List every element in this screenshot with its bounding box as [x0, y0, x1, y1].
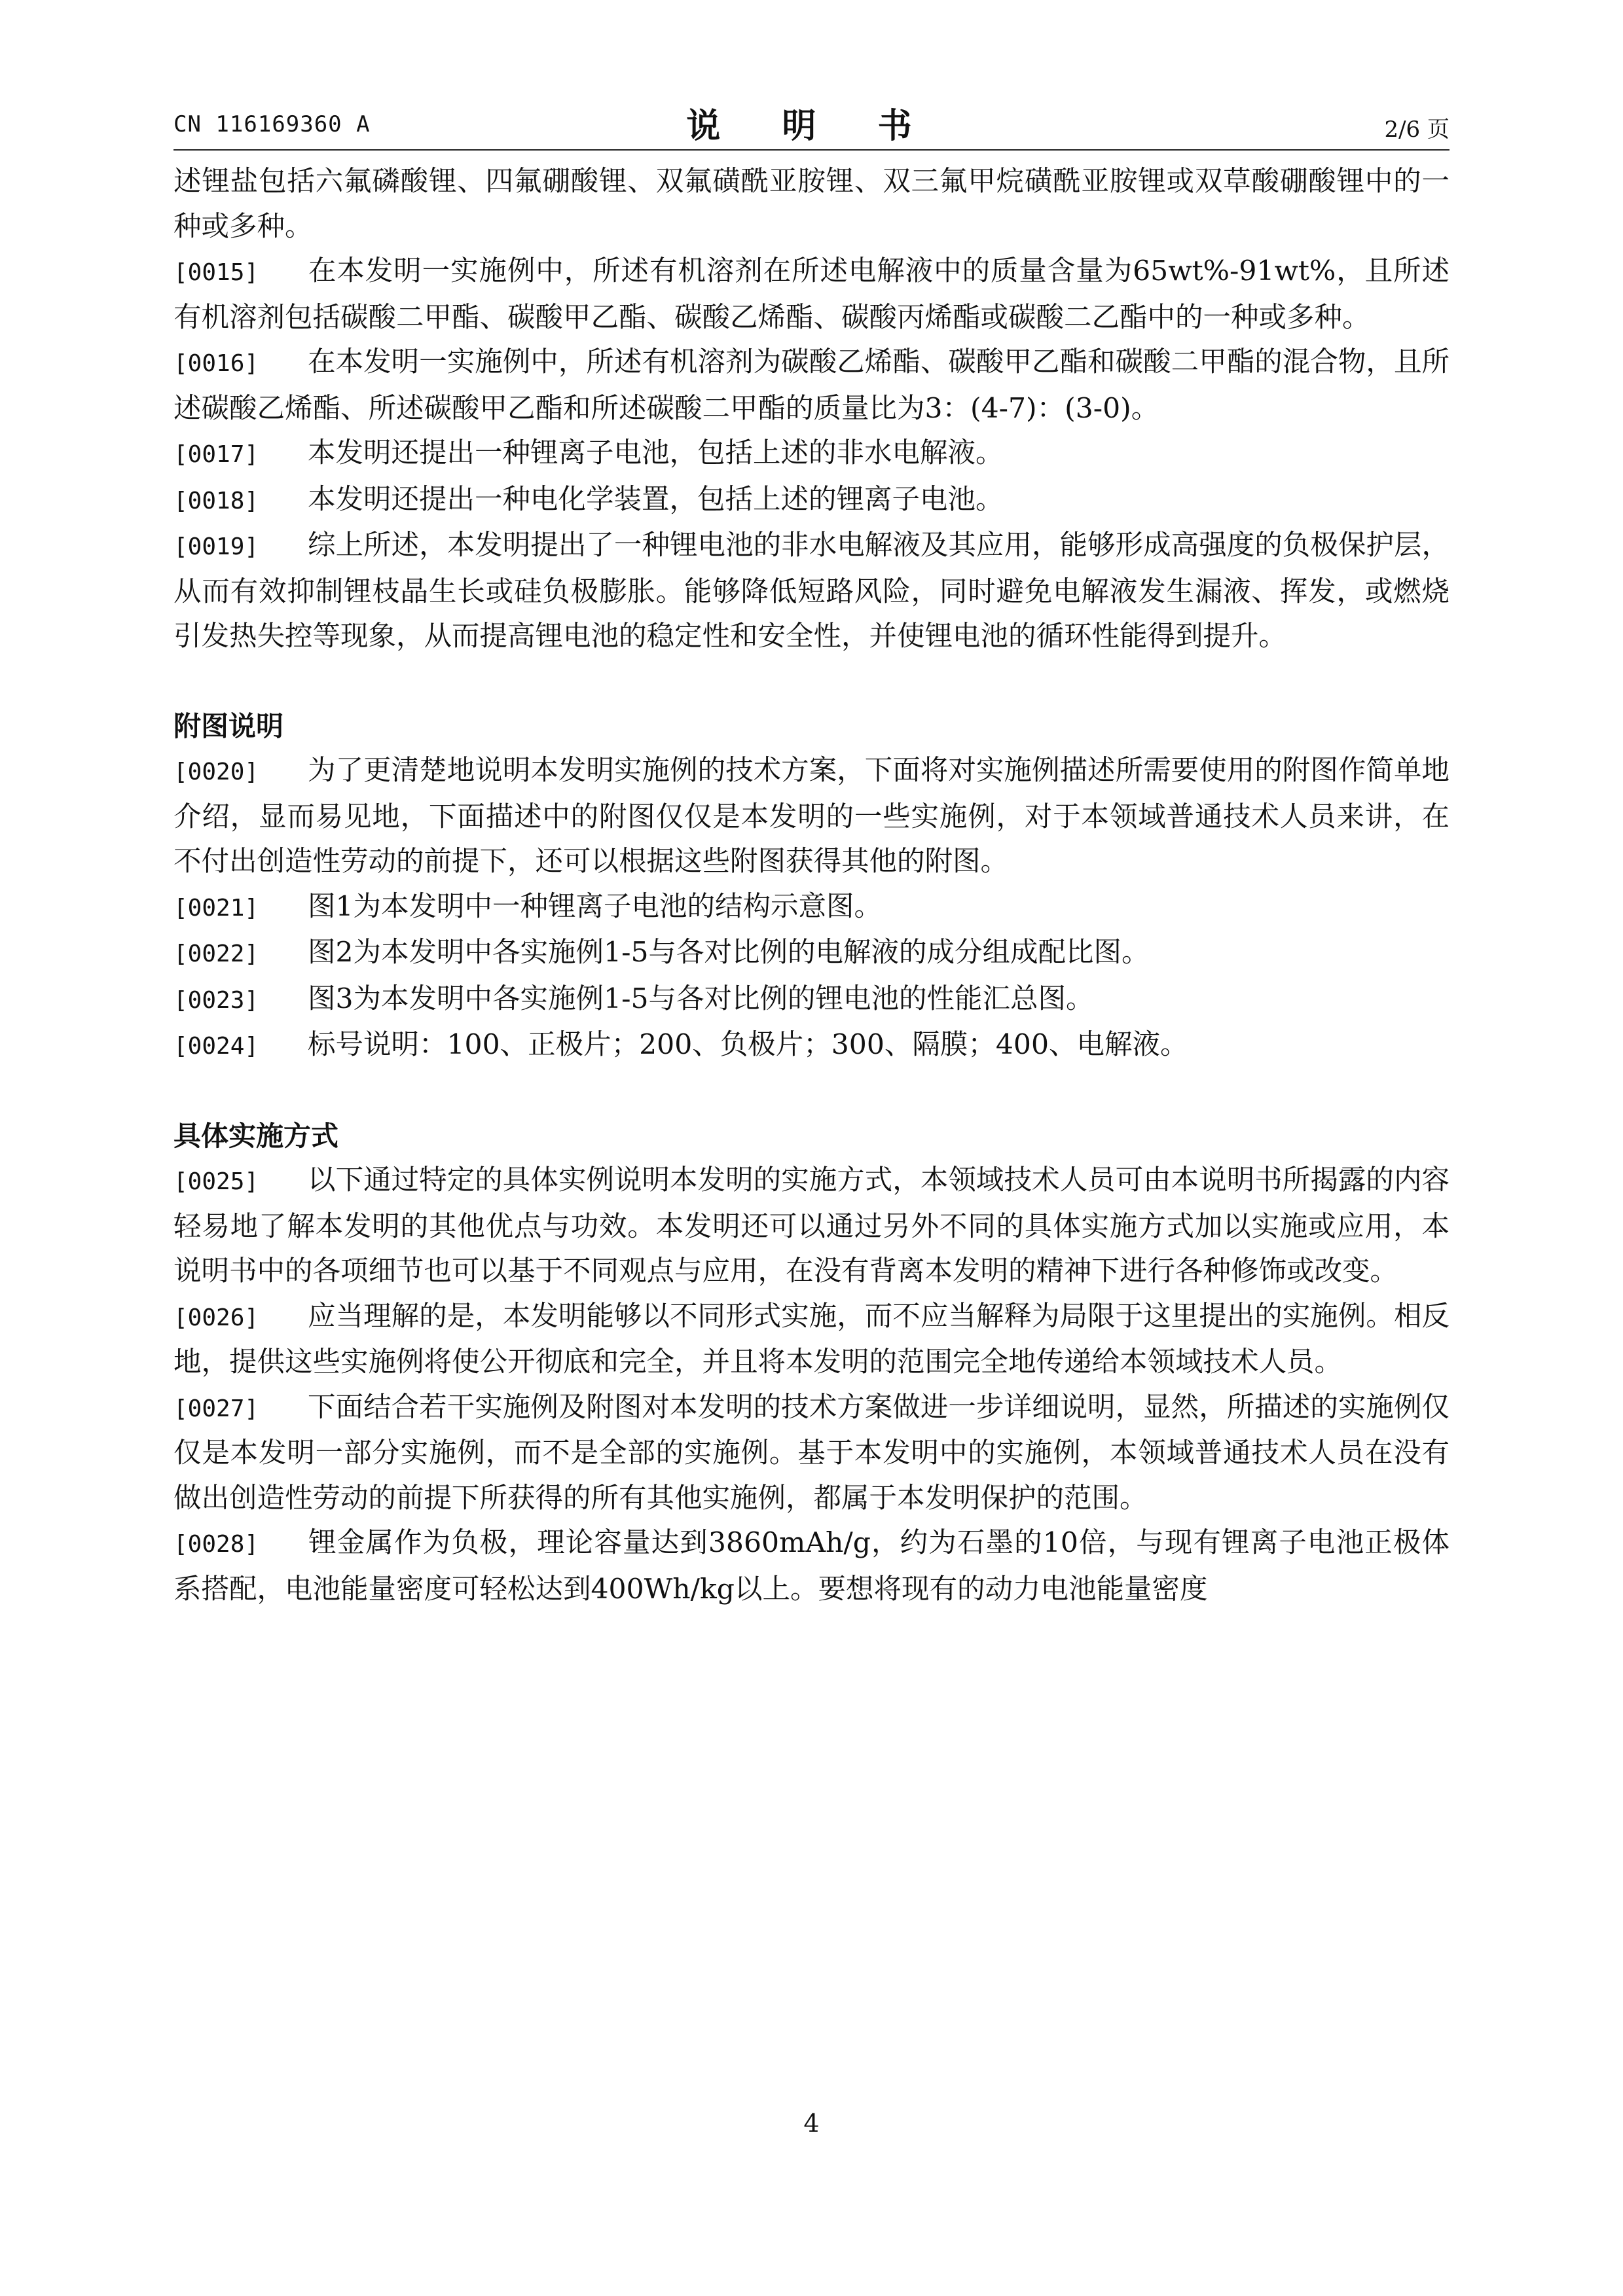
paragraph-0023: [173, 977, 1450, 1024]
paragraph-number: [0023]: [173, 986, 259, 1014]
paragraph-number: [0016]: [173, 350, 259, 377]
header-divider: [173, 149, 1450, 151]
page-number: 4: [803, 2109, 820, 2138]
paragraph-number: [0022]: [173, 941, 259, 967]
paragraph-number: [0015]: [173, 259, 259, 286]
section-heading-drawings: 附图说明: [173, 709, 284, 742]
paragraph-text: 图1为本发明中一种锂离子电池的结构示意图。: [308, 890, 883, 923]
paragraph-text: 为了更清楚地说明本发明实施例的技术方案，下面将对实施例描述所需要使用的附图作简单地介绍，显而易见地，下面描述中的附图仅仅是本发明的一些实施例，对于本领域普通技术人员来讲，在不付出创造性劳动的前提下，还可以根据这些附图获得其他的附图。: [173, 755, 1450, 878]
paragraph-number: [0025]: [173, 1168, 259, 1195]
paragraph-number: [0018]: [173, 487, 259, 514]
paragraph-0024: [173, 1023, 1450, 1069]
paragraph-text: 锂金属作为负极，理论容量达到3860mAh/g，约为石墨的10倍，与现有锂离子电池正极体系搭配，电池能量密度可轻松达到400Wh/kg以上。要想将现有的动力电池能量密度: [173, 1527, 1450, 1605]
paragraph-0021: [173, 885, 1450, 931]
document-body: [173, 160, 1450, 1612]
paragraph-text: 图3为本发明中各实施例1-5与各对比例的锂电池的性能汇总图。: [308, 982, 1094, 1015]
paragraph-number: [0019]: [173, 533, 259, 560]
paragraph-0025: [173, 1158, 1450, 1295]
paragraph-continued: 述锂盐包括六氟磷酸锂、四氟硼酸锂、双氟磺酰亚胺锂、双三氟甲烷磺酰亚胺锂或双草酸硼酸锂中的一种或多种。: [173, 166, 1450, 243]
paragraph-0028: [173, 1521, 1450, 1612]
paragraph-0017: [173, 431, 1450, 478]
paragraph-number: [0028]: [173, 1531, 259, 1558]
paragraph-number: [0020]: [173, 759, 259, 785]
paragraph-text: 以下通过特定的具体实例说明本发明的实施方式，本领域技术人员可由本说明书所揭露的内容轻易地了解本发明的其他优点与功效。本发明还可以通过另外不同的具体实施方式加以实施或应用，本说明书中的各项细节也可以基于不同观点与应用，在没有背离本发明的精神下进行各种修饰或改变。: [173, 1164, 1450, 1287]
paragraph-0019: [173, 524, 1450, 660]
paragraph-text: 下面结合若干实施例及附图对本发明的技术方案做进一步详细说明，显然，所描述的实施例仅仅是本发明一部分实施例，而不是全部的实施例。基于本发明中的实施例，本领域普通技术人员在没有做出创造性劳动的前提下所获得的所有其他实施例，都属于本发明保护的范围。: [173, 1391, 1450, 1515]
paragraph-text: 本发明还提出一种电化学装置，包括上述的锂离子电池。: [308, 483, 1004, 516]
document-title: 说 明 书: [686, 107, 937, 146]
paragraph-number: [0017]: [173, 441, 259, 468]
paragraph-0026: [173, 1295, 1450, 1386]
paragraph-0027: [173, 1386, 1450, 1522]
paragraph-number: [0021]: [173, 894, 259, 922]
page-count: 2/6 页: [1384, 117, 1450, 143]
paragraph-text: 应当理解的是，本发明能够以不同形式实施，而不应当解释为局限于这里提出的实施例。相反地，提供这些实施例将使公开彻底和完全，并且将本发明的范围完全地传递给本领域技术人员。: [173, 1300, 1450, 1378]
paragraph-number: [0026]: [173, 1304, 259, 1331]
section-heading-embodiments: 具体实施方式: [173, 1119, 339, 1152]
paragraph-text: 在本发明一实施例中，所述有机溶剂为碳酸乙烯酯、碳酸甲乙酯和碳酸二甲酯的混合物，且所述碳酸乙烯酯、所述碳酸甲乙酯和所述碳酸二甲酯的质量比为3：(4-7)：(3-0)。: [173, 346, 1450, 425]
paragraph-0020: [173, 749, 1450, 885]
paragraph-number: [0027]: [173, 1395, 259, 1422]
paragraph-0018: [173, 478, 1450, 524]
publication-number: CN 116169360 A: [173, 111, 371, 137]
paragraph-text: 在本发明一实施例中，所述有机溶剂在所述电解液中的质量含量为65wt%-91wt%，且所述有机溶剂包括碳酸二甲酯、碳酸甲乙酯、碳酸乙烯酯、碳酸丙烯酯或碳酸二乙酯中的一种或多种。: [173, 255, 1450, 334]
paragraph-text: 标号说明：100、正极片；200、负极片；300、隔膜；400、电解液。: [308, 1029, 1188, 1061]
paragraph-text: 综上所述，本发明提出了一种锂电池的非水电解液及其应用，能够形成高强度的负极保护层，从而有效抑制锂枝晶生长或硅负极膨胀。能够降低短路风险，同时避免电解液发生漏液、挥发，或燃烧引发热失控等现象，从而提高锂电池的稳定性和安全性，并使锂电池的循环性能得到提升。: [173, 529, 1450, 653]
paragraph-text: 图2为本发明中各实施例1-5与各对比例的电解液的成分组成配比图。: [308, 937, 1150, 969]
paragraph-0016: [173, 340, 1450, 431]
paragraph-0022: [173, 931, 1450, 977]
paragraph-text: 本发明还提出一种锂离子电池，包括上述的非水电解液。: [308, 437, 1004, 469]
paragraph-number: [0024]: [173, 1033, 259, 1060]
paragraph-0015: [173, 249, 1450, 340]
page-header: [173, 98, 1450, 151]
